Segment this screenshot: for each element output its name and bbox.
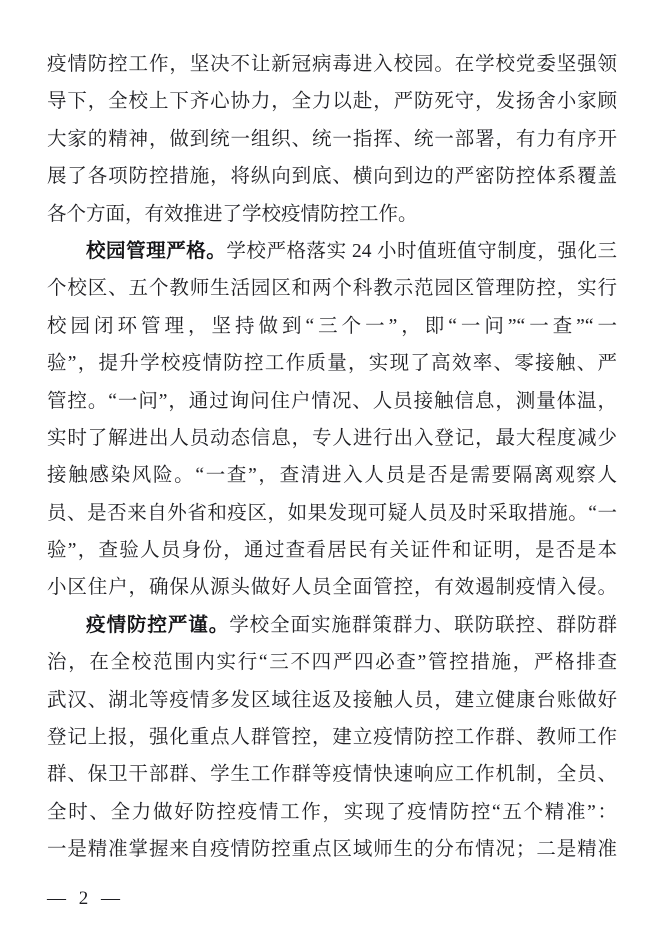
document-body (47, 46, 617, 869)
paragraph-lead: 疫情防控严谨。 (86, 614, 230, 636)
text-line: 一是精准掌握来自疫情防控重点区域师生的分布情况；二是精准 (47, 839, 617, 861)
text-line: 展了各项防控措施，将纵向到底、横向到边的严密防控体系覆盖 (47, 166, 617, 188)
text-line: 群、保卫干部群、学生工作群等疫情快速响应工作机制，全员、 (47, 764, 617, 786)
text-line: 武汉、湖北等疫情多发区域往返及接触人员，建立健康台账做好 (47, 689, 617, 711)
text-line: 员、是否来自外省和疫区，如果发现可疑人员及时采取措施。“一 (47, 502, 617, 524)
text-line: 大家的精神，做到统一组织、统一指挥、统一部署，有力有序开 (47, 128, 617, 150)
text-line: 疫情防控工作，坚决不让新冠病毒进入校园。在学校党委坚强领 (47, 54, 617, 75)
text-line: 实时了解进出人员动态信息，专人进行出入登记，最大程度减少 (47, 427, 617, 449)
text-line: 登记上报，强化重点人群管控，建立疫情防控工作群、教师工作 (47, 727, 617, 749)
text-line: 小区住户，确保从源头做好人员全面管控，有效遏制疫情入侵。 (47, 577, 617, 599)
paragraph-campus-management (47, 233, 617, 607)
text-line: 导下，全校上下齐心协力，全力以赴，严防死守，发扬舍小家顾 (47, 91, 617, 113)
text-line: 校园闭环管理，坚持做到“三个一”，即“一问”“一查”“一 (47, 315, 617, 337)
text-line: 管控。“一问”，通过询问住户情况、人员接触信息，测量体温， (47, 390, 617, 412)
paragraph-continuation-intro (47, 46, 617, 233)
text-line: 治，在全校范围内实行“三不四严四必查”管控措施，严格排查 (47, 652, 617, 674)
paragraph-lead: 校园管理严格。 (86, 240, 227, 262)
text-line: 验”，查验人员身份，通过查看居民有关证件和证明，是否是本 (47, 540, 617, 562)
text-line: 个校区、五个教师生活园区和两个科教示范园区管理防控，实行 (47, 278, 617, 300)
paragraph-epidemic-prevention (47, 607, 617, 869)
page-number: — 2 — (47, 888, 121, 909)
text-line: 验”，提升学校疫情防控工作质量，实现了高效率、零接触、严 (47, 353, 617, 375)
text-line: 各个方面，有效推进了学校疫情防控工作。 (47, 203, 418, 225)
text-line: 校园管理严格。学校严格落实 24 小时值班值守制度，强化三 (86, 240, 617, 262)
text-line: 疫情防控严谨。学校全面实施群策群力、联防联控、群防群 (86, 614, 617, 636)
text-line: 全时、全力做好防控疫情工作，实现了疫情防控“五个精准”： (47, 801, 617, 823)
text-line: 接触感染风险。“一查”，查清进入人员是否是需要隔离观察人 (47, 465, 617, 487)
